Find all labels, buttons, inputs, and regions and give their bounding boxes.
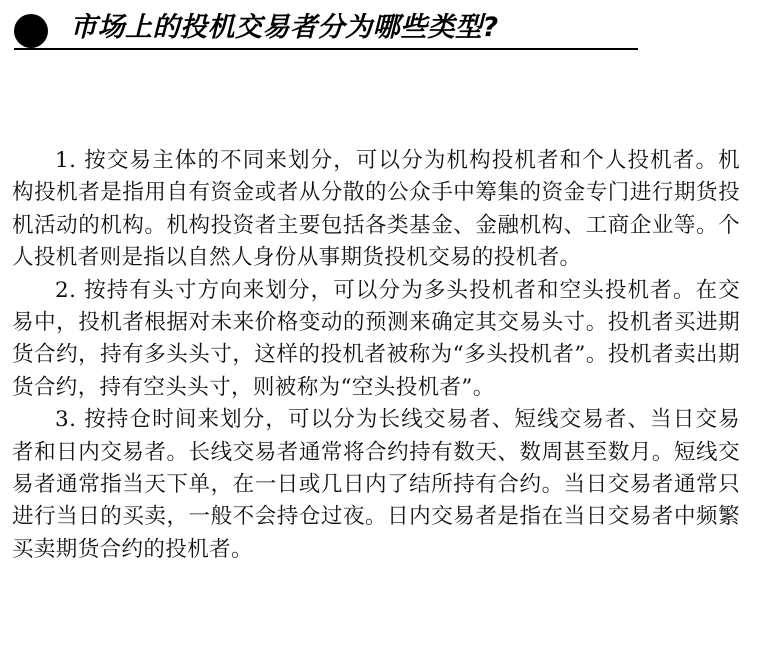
section-header [14, 8, 638, 46]
paragraph-1: 1. 按交易主体的不同来划分，可以分为机构投机者和个人投机者。机构投机者是指用自有资金或者从分散的公众手中筹集的资金专门进行期货投机活动的机构。机构投资者主要包括各类基金、金融机构、工商企业等。个人投机者则是指以自然人身份从事期货投机交易的投机者。 [12, 148, 740, 271]
paragraph-3: 3. 按持仓时间来划分，可以分为长线交易者、短线交易者、当日交易者和日内交易者。长线交易者通常将合约持有数天、数周甚至数月。短线交易者通常指当天下单，在一日或几日内了结所持有合约。当日交易者通常只进行当日的买卖，一般不会持仓过夜。日内交易者是指在当日交易者中频繁买卖期货合约的投机者。 [12, 407, 740, 562]
paragraph-2: 2. 按持有头寸方向来划分，可以分为多头投机者和空头投机者。在交易中，投机者根据对未来价格变动的预测来确定其交易头寸。投机者买进期货合约，持有多头头寸，这样的投机者被称为“多头投机者”。投机者卖出期货合约，持有空头头寸，则被称为“空头投机者”。 [12, 277, 740, 400]
body-text [12, 145, 740, 566]
page-title: 市场上的投机交易者分为哪些类型? [70, 12, 499, 43]
title-underline [14, 48, 638, 50]
bullet-dot-icon [14, 14, 48, 48]
